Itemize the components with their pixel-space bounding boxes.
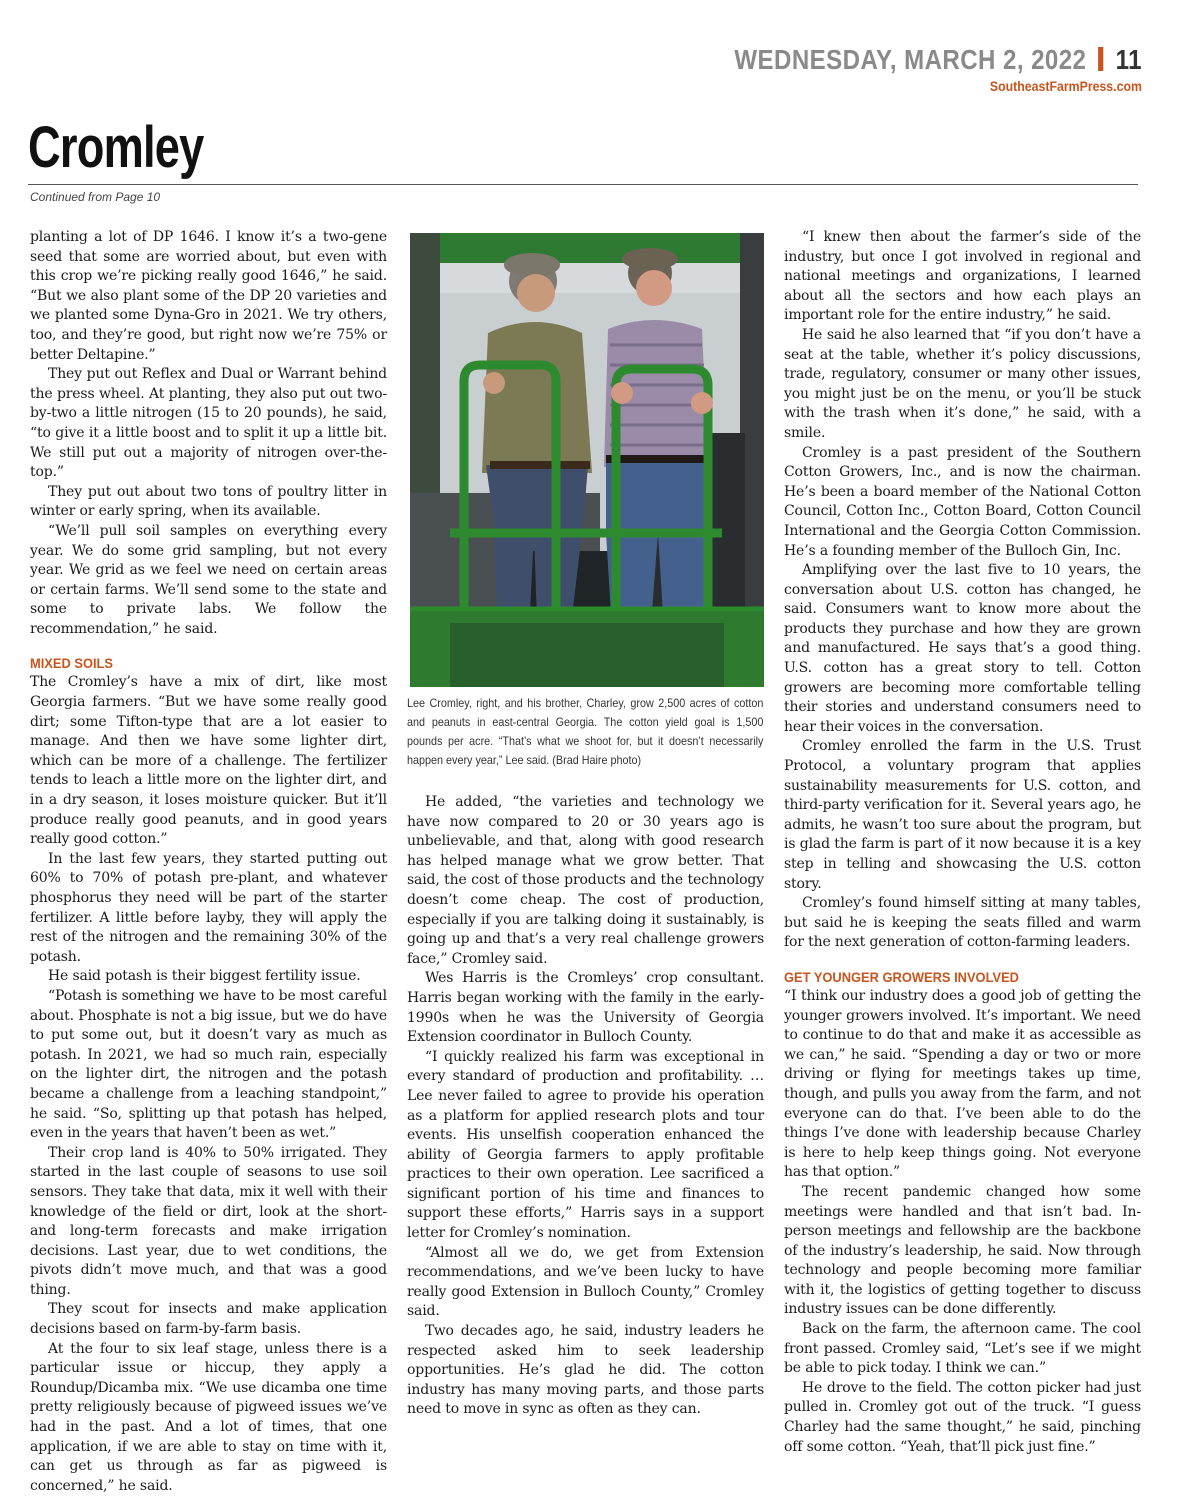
dateline	[734, 44, 1142, 76]
continued-note: Continued from Page 10	[30, 190, 161, 204]
paragraph: They scout for insects and make application decisions based on farm-by-farm basis.	[30, 1301, 387, 1338]
paragraph: “I think our industry does a good job of getting the younger growers involved. It’s important. We need to continue to do that and make it as accessible as we can,” he said. “Spending a day or two or more driving or flying for meetings takes up time, though, and pulls you away from the farm, and not everyone can do that. I’ve been able to do the things I’ve done with leadership because Charley is here to help keep things going. Not everyone has that option.”	[784, 987, 1141, 1181]
photo-caption: Lee Cromley, right, and his brother, Charley, grow 2,500 acres of cotton and peanuts in east-central Georgia. The cotton yield goal is 1,500 pounds per acre. “That’s what we shoot for, but it doesn’t necessarily happen every year,” Lee said. (Brad Haire photo)	[407, 696, 764, 767]
section-heading-younger-growers: GET YOUNGER GROWERS INVOLVED	[784, 968, 1019, 985]
issue-date: WEDNESDAY, MARCH 2, 2022	[734, 44, 1087, 75]
paragraph: Two decades ago, he said, industry leaders he respected asked him to seek leadership opportunities. He’s glad he did. The cotton industry has many moving parts, and those parts need to move in sync as often as they can.	[407, 1323, 764, 1418]
paragraph: “I knew then about the farmer’s side of the industry, but once I got involved in regional and national meetings and organizations, I learned about all the sectors and how each plays an important role for the entire industry,” he said.	[784, 229, 1141, 324]
paragraph: Wes Harris is the Cromleys’ crop consultant. Harris began working with the family in the early-1990s when he was the University of Georgia Extension coordinator in Bulloch County.	[407, 970, 764, 1046]
photo-illustration	[410, 233, 764, 687]
column-3	[784, 228, 1141, 1457]
paragraph: They put out Reflex and Dual or Warrant behind the press wheel. At planting, they also put out two-by-two a little nitrogen (15 to 20 pounds), he said, “to give it a little boost and to split it up a little bit. We still put out a majority of nitrogen over-the-top.”	[30, 366, 387, 481]
headline-rule	[28, 184, 1138, 185]
paragraph: Cromley’s found himself sitting at many tables, but said he is keeping the seats filled and warm for the next generation of cotton-farming leaders.	[784, 895, 1141, 951]
photo-cromley-brothers	[410, 233, 764, 687]
paragraph: “Potash is something we have to be most careful about. Phosphate is not a big issue, but we do have to put some out, but it doesn’t vary as much as potash. In 2021, we had so much rain, especially on the lighter dirt, the nitrogen and the potash became a challenge from a leaching standpoint,” he said. “So, splitting up that potash has helped, even in the years that haven’t been as wet.”	[30, 987, 387, 1142]
paragraph: Their crop land is 40% to 50% irrigated. They started in the last couple of seasons to use soil sensors. They take that data, mix it well with their knowledge of the field or dirt, look at the short- and long-term forecasts and make irrigation decisions. Last year, due to wet conditions, the pivots didn’t move much, and that was a good thing.	[30, 1144, 387, 1298]
section-heading-mixed-soils: MIXED SOILS	[30, 655, 114, 672]
paragraph: In the last few years, they started putting out 60% to 70% of potash pre-plant, and whatever phosphorus they need will be part of the starter fertilizer. A little before layby, they will apply the rest of the nitrogen and the remaining 30% of the potash.	[30, 850, 387, 965]
paragraph: planting a lot of DP 1646. I know it’s a two-gene seed that some are worried about, but even with this crop we’re picking really good 1646,” he said. “But we also plant some of the DP 20 varieties and we planted some Dyna-Gro in 2021. We try others, too, and they’re good, but right now we’re 75% or better Deltapine.”	[30, 229, 387, 363]
paragraph: The recent pandemic changed how some meetings were handled and that isn’t bad. In-person meetings and fellowship are the backbone of the industry’s leadership, he said. Now through technology and people becoming more familiar with it, the logistics of getting together to discuss industry issues can be done differently.	[784, 1183, 1141, 1318]
paragraph: They put out about two tons of poultry litter in winter or early spring, when its available.	[30, 483, 387, 520]
paragraph: “I quickly realized his farm was exceptional in every standard of production and profitability. … Lee never failed to agree to provide his operation as a platform for applied research plots and tour events. His unselfish cooperation enhanced the ability of Georgia farmers to apply profitable practices to their own operation. Lee sacrificed a significant portion of his time and finances to support these efforts,” Harris says in a support letter for Cromley’s nomination.	[407, 1048, 764, 1242]
paragraph: At the four to six leaf stage, unless there is a particular issue or hiccup, they apply a Roundup/Dicamba mix. “We use dicamba one time pretty religiously because of pigweed issues we’ve had in the past. And a lot of times, that one application, if we are able to stay on time with it, can get us through as far as pigweed is concerned,” he said.	[30, 1340, 387, 1494]
paragraph: He said potash is their biggest fertility issue.	[48, 968, 361, 985]
site-url: SoutheastFarmPress.com	[989, 78, 1142, 94]
article-headline: Cromley	[28, 115, 204, 180]
orange-separator-bar	[1098, 47, 1103, 71]
page-number: 11	[1115, 44, 1142, 75]
column-2	[407, 793, 764, 1420]
paragraph: Cromley enrolled the farm in the U.S. Trust Protocol, a voluntary program that applies sustainability measurements for U.S. cotton, and third-party verification for it. Several years ago, he admits, he wasn’t too sure about the program, but is glad the farm is part of it now because it is a key step in telling and showcasing the U.S. cotton story.	[784, 738, 1141, 892]
column-1	[30, 228, 387, 1496]
paragraph: Amplifying over the last five to 10 years, the conversation about U.S. cotton has changed, he said. Consumers want to know more about the products they purchase and how they are grown and manufactured. He says that’s a good thing. U.S. cotton has a great story to tell. Cotton growers are becoming more comfortable telling their stories and understand consumers need to hear their voices in the conversation.	[784, 562, 1141, 735]
paragraph: The Cromley’s have a mix of dirt, like most Georgia farmers. “But we have some really good dirt; some Tifton-type that are a lot easier to manage. And then we have some lighter dirt, which can be more of a challenge. The fertilizer tends to leach a little more on the lighter dirt, and in a dry season, it loses moisture quicker. But it’ll produce really good peanuts, and in good years really good cotton.”	[30, 674, 387, 848]
paragraph: “We’ll pull soil samples on everything every year. We do some grid sampling, but not every year. We grid as we feel we need on certain areas or certain farms. We’ll send some to the state and some to private labs. We follow the recommendation,” he said.	[30, 522, 387, 637]
masthead	[668, 44, 1142, 94]
paragraph: Cromley is a past president of the Southern Cotton Growers, Inc., and is now the chairman. He’s been a board member of the National Cotton Council, Cotton Inc., Cotton Board, Cotton Council International and the Georgia Cotton Commission. He’s a founding member of the Bulloch Gin, Inc.	[784, 444, 1141, 559]
paragraph: Back on the farm, the afternoon came. The cool front passed. Cromley said, “Let’s see if we might be able to pick today. I think we can.”	[784, 1321, 1141, 1377]
paragraph: He drove to the field. The cotton picker had just pulled in. Cromley got out of the truck. “I guess Charley had the same thought,” he said, pinching off some cotton. “Yeah, that’ll pick just fine.”	[784, 1379, 1141, 1455]
paragraph: He said he also learned that “if you don’t have a seat at the table, whether it’s policy discussions, trade, regulatory, consumer or many other issues, you might just be on the menu, or you’ll be stuck with the trash when it’s done,” he said, with a smile.	[784, 326, 1141, 441]
paragraph: He added, “the varieties and technology we have now compared to 20 or 30 years ago is unbelievable, and that, along with good research has helped manage what we grow better. That said, the cost of those products and the technology doesn’t come cheap. The cost of production, especially if you are talking doing it sustainably, is going up and that’s a very real challenge growers face,” Cromley said.	[407, 794, 764, 967]
paragraph: “Almost all we do, we get from Extension recommendations, and we’ve been lucky to have really good Extension in Bulloch County,” Cromley said.	[407, 1244, 764, 1320]
